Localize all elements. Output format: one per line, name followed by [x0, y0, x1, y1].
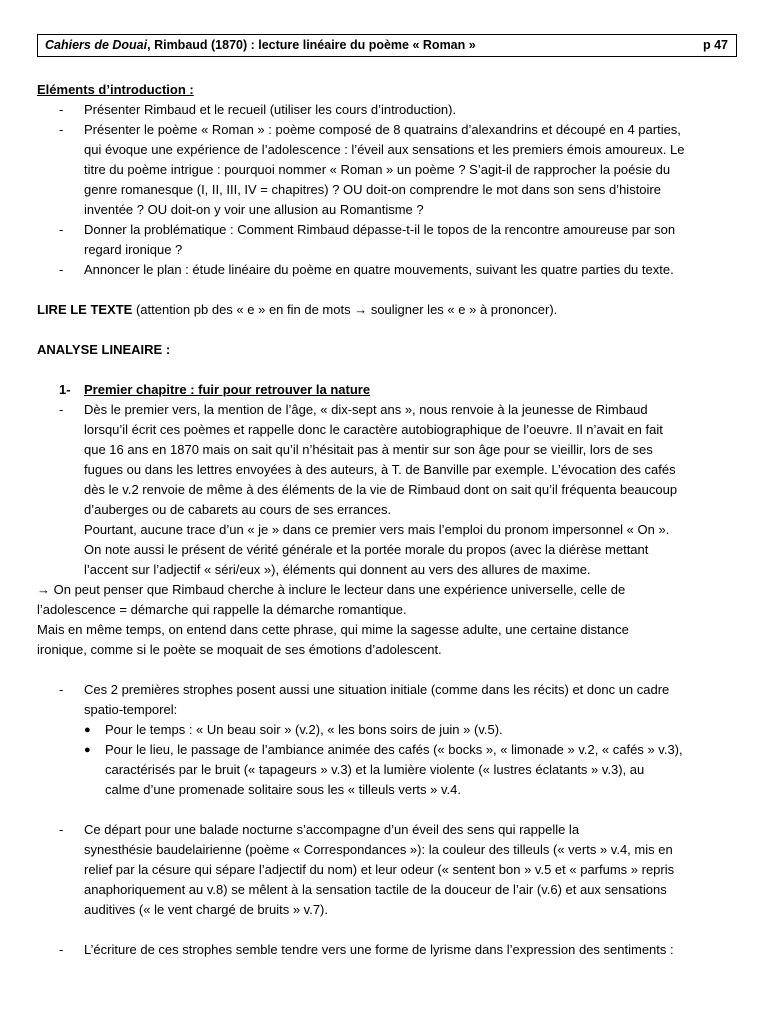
section-1-heading: 1- Premier chapitre : fuir pour retrouver la nature: [59, 382, 371, 397]
document-page: [37, 34, 737, 960]
dash-marker: -: [59, 822, 64, 837]
list-item-continuation: qui évoque une expérience de l’adolescence : l’éveil aux sensations et les premiers émois amoureux. Le: [84, 142, 685, 157]
dash-marker: -: [59, 402, 64, 417]
list-item-continuation: genre romanesque (I, II, III, IV = chapitres) ? OU doit-on comprendre le mot dans son sens d’histoire: [84, 182, 661, 197]
bullet-item: ● Pour le temps : « Un beau soir » (v.2), « les bons soirs de juin » (v.5).: [37, 720, 737, 740]
list-item: - Dès le premier vers, la mention de l’âge, « dix-sept ans », nous renvoie à la jeunesse de Rimbaud: [37, 400, 737, 420]
bullet-item: ● Pour le lieu, le passage de l’ambiance animée des cafés (« bocks », « limonade » v.2, « cafés » v.3),: [37, 740, 737, 760]
paragraph-eveil-des-sens: [37, 820, 737, 920]
list-item: - Présenter le poème « Roman » : poème composé de 8 quatrains d’alexandrins et découpé en 4 parties,: [37, 120, 737, 140]
list-item: - Ce départ pour une balade nocturne s’accompagne d’un éveil des sens qui rappelle la: [37, 820, 737, 840]
list-item: - Annoncer le plan : étude linéaire du poème en quatre mouvements, suivant les quatre parties du texte.: [37, 260, 737, 280]
dash-marker: -: [59, 942, 64, 957]
list-item-continuation: Pourtant, aucune trace d’un « je » dans ce premier vers mais l’emploi du pronom impersonnel « On ».: [84, 522, 670, 537]
list-item-continuation: regard ironique ?: [84, 242, 183, 257]
list-item-continuation: l’accent sur l’adjectif « séri/eux »), éléments qui donnent au vers des allures de maxime.: [84, 562, 591, 577]
text-line: ironique, comme si le poète se moquait de ses émotions d’adolescent.: [37, 642, 442, 657]
list-item-continuation: d’auberges ou de cabarets au cours de ses errances.: [84, 502, 392, 517]
dash-marker: -: [59, 102, 64, 117]
dash-marker: -: [59, 262, 64, 277]
page-number: p 47: [702, 38, 728, 52]
list-item-continuation: que 16 ans en 1870 mais on sait qu’il n’hésitait pas à mentir sur son âge pour se vieillir, lors de ses: [84, 442, 653, 457]
bullet-icon: ●: [84, 744, 91, 756]
paragraph-lecteur-universel: [37, 580, 737, 660]
list-item: - Ces 2 premières strophes posent aussi une situation initiale (comme dans les récits) et donc un cadre: [37, 680, 737, 700]
bullet-list-temps-lieu: [37, 720, 737, 800]
bullet-icon: ●: [84, 724, 91, 736]
intro-heading: Eléments d’introduction :: [37, 82, 194, 97]
list-item-continuation: On note aussi le présent de vérité générale et la portée morale du propos (avec la diérèse mettant: [84, 542, 649, 557]
lire-paragraph: LIRE LE TEXTE (attention pb des « e » en fin de mots → souligner les « e » à prononcer).: [37, 302, 558, 317]
intro-list: [37, 100, 737, 280]
list-item-continuation: anaphoriquement au v.8) se mêlent à la sensation tactile de la douceur de l’air (v.6) et aux sensations: [84, 882, 667, 897]
list-item-continuation: relief par la césure qui sépare l’adjectif du nom) et leur odeur (« sentent bon » v.5 et « parfums » repris: [84, 862, 675, 877]
list-item-continuation: titre du poème intrigue : pourquoi nommer « Roman » un poème ? S’agit-il de rapprocher la poésie du: [84, 162, 671, 177]
bullet-item-continuation: caractérisés par le bruit (« tapageurs » v.3) et la lumière violente (« lustres éclatants » v.3), au: [105, 762, 645, 777]
list-item: - Donner la problématique : Comment Rimbaud dépasse-t-il le topos de la rencontre amoureuse par son: [37, 220, 737, 240]
dash-marker: -: [59, 222, 64, 237]
list-item-continuation: fugues ou dans les lettres envoyées à des auteurs, à T. de Banville par exemple. L’évocation des cafés: [84, 462, 676, 477]
dash-marker: -: [59, 122, 64, 137]
dash-marker: -: [59, 682, 64, 697]
list-item-continuation: spatio-temporel:: [84, 702, 178, 717]
list-item-continuation: dès le v.2 renvoie de même à des éléments de la vie de Rimbaud dont on sait qu’il fréquenta beaucoup: [84, 482, 678, 497]
bullet-item-continuation: calme d’une promenade solitaire sous les « tilleuls verts » v.4.: [105, 782, 461, 797]
header-title: Cahiers de Douai, Rimbaud (1870) : lecture linéaire du poème « Roman »: [45, 38, 476, 52]
analyse-heading: ANALYSE LINEAIRE :: [37, 342, 171, 357]
paragraph-age-cafes: [37, 400, 737, 580]
list-item-continuation: lorsqu’il écrit ces poèmes et rappelle donc le caractère autobiographique de l’oeuvre. Il n’avait en fait: [84, 422, 663, 437]
list-item-continuation: inventée ? OU doit-on y voir une allusion au Romantisme ?: [84, 202, 424, 217]
text-line: → On peut penser que Rimbaud cherche à inclure le lecteur dans une expérience universelle, celle de: [37, 582, 626, 597]
list-item-continuation: synesthésie baudelairienne (poème « Correspondances »): la couleur des tilleuls (« verts » v.4, mis en: [84, 842, 673, 857]
list-item-continuation: auditives (« le vent chargé de bruits » v.7).: [84, 902, 328, 917]
text-line: Mais en même temps, on entend dans cette phrase, qui mime la sagesse adulte, une certaine distance: [37, 622, 629, 637]
paragraph-cadre-spatio-temporel: [37, 680, 737, 720]
list-item: - Présenter Rimbaud et le recueil (utiliser les cours d’introduction).: [37, 100, 737, 120]
page-header: [37, 34, 737, 57]
text-line: l’adolescence = démarche qui rappelle la démarche romantique.: [37, 602, 407, 617]
list-item: - L’écriture de ces strophes semble tendre vers une forme de lyrisme dans l’expression des sentiments :: [37, 940, 737, 960]
paragraph-lyrisme: [37, 940, 737, 960]
